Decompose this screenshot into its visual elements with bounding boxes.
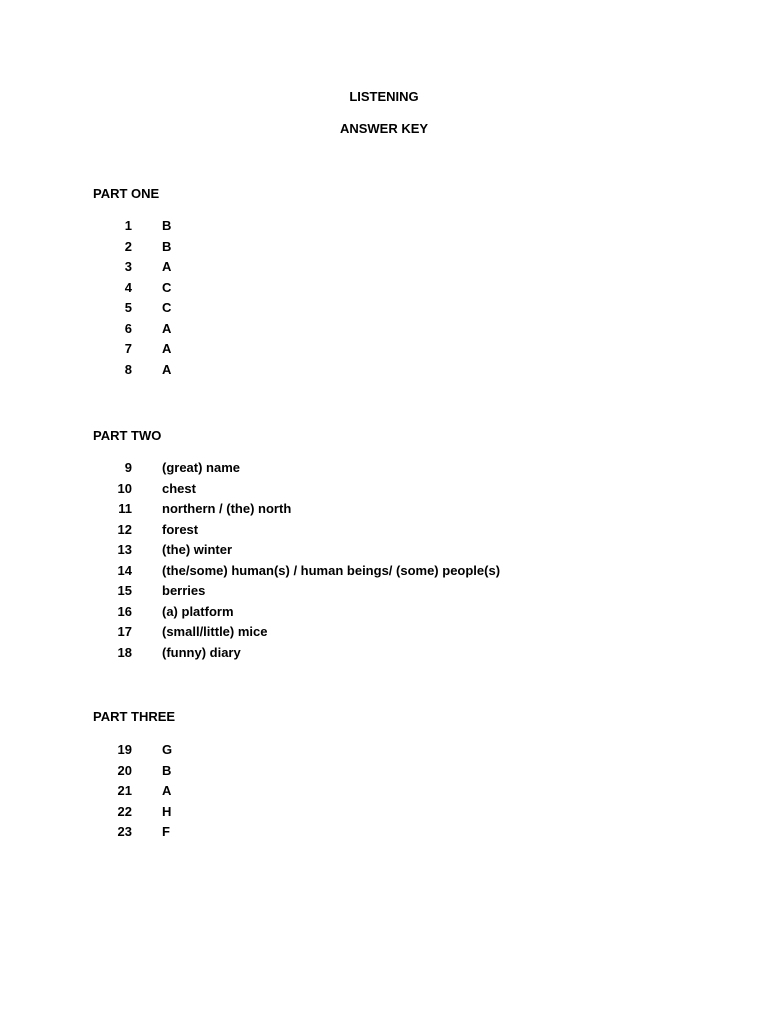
answer-value: (the) winter <box>162 542 233 557</box>
answer-row <box>0 604 768 625</box>
question-number: 8 <box>124 361 132 377</box>
answer-value: (a) platform <box>162 603 234 619</box>
question-number: 9 <box>124 460 132 475</box>
question-number: 10 <box>117 480 132 496</box>
question-number: 7 <box>124 341 132 356</box>
answer-value: A <box>162 259 172 274</box>
answer-row <box>0 742 768 763</box>
answer-value: A <box>162 341 172 356</box>
question-number: 17 <box>117 624 132 639</box>
answer-row <box>0 583 768 604</box>
question-number: 16 <box>117 603 132 619</box>
question-number: 5 <box>124 300 132 315</box>
page-title: LISTENING <box>349 89 419 104</box>
question-number: 22 <box>117 803 132 819</box>
answer-row <box>0 362 768 383</box>
answer-value: (funny) diary <box>162 644 241 660</box>
answer-row <box>0 259 768 280</box>
answer-value: northern / (the) north <box>162 501 292 516</box>
question-number: 3 <box>124 259 132 274</box>
answer-value: H <box>162 803 172 819</box>
answer-value: berries <box>162 583 206 598</box>
answer-row <box>0 280 768 301</box>
answer-row <box>0 824 768 845</box>
answer-row <box>0 763 768 784</box>
answer-value: F <box>162 824 170 839</box>
answer-value: B <box>162 238 172 254</box>
answer-row <box>0 300 768 321</box>
answer-row <box>0 239 768 260</box>
answer-value: G <box>162 742 173 757</box>
answer-value: C <box>162 279 172 295</box>
question-number: 6 <box>124 320 132 336</box>
question-number: 18 <box>117 644 132 660</box>
page-subtitle: ANSWER KEY <box>339 121 429 136</box>
question-number: 4 <box>124 279 132 295</box>
answer-row <box>0 542 768 563</box>
answer-row <box>0 624 768 645</box>
answer-row <box>0 341 768 362</box>
question-number: 11 <box>118 501 132 516</box>
answer-value: forest <box>162 521 199 537</box>
question-number: 20 <box>117 762 132 778</box>
question-number: 12 <box>117 521 132 537</box>
answer-value: A <box>162 783 172 798</box>
answer-value: B <box>162 762 172 778</box>
question-number: 2 <box>124 238 132 254</box>
answer-value: A <box>162 361 172 377</box>
answer-row <box>0 321 768 342</box>
question-number: 21 <box>117 783 132 798</box>
answer-list-part-three <box>0 742 768 845</box>
section-heading-part-one: PART ONE <box>93 186 160 201</box>
question-number: 19 <box>117 742 132 757</box>
answer-value: chest <box>162 480 196 496</box>
answer-row <box>0 481 768 502</box>
question-number: 15 <box>117 583 132 598</box>
answer-value: B <box>162 218 172 233</box>
section-heading-part-two: PART TWO <box>93 428 162 443</box>
answer-row <box>0 563 768 584</box>
answer-row <box>0 522 768 543</box>
question-number: 1 <box>124 218 132 233</box>
answer-value: (great) name <box>162 460 241 475</box>
answer-value: (the/some) human(s) / human beings/ (some) people(s) <box>162 562 501 578</box>
question-number: 14 <box>117 562 132 578</box>
answer-list-part-one <box>0 218 768 382</box>
answer-row <box>0 460 768 481</box>
section-heading-part-three: PART THREE <box>93 709 176 724</box>
answer-list-part-two <box>0 460 768 665</box>
answer-value: C <box>162 300 172 315</box>
answer-value: (small/little) mice <box>162 624 268 639</box>
answer-row <box>0 645 768 666</box>
answer-row <box>0 218 768 239</box>
answer-value: A <box>162 320 172 336</box>
question-number: 13 <box>117 542 132 557</box>
answer-row <box>0 501 768 522</box>
answer-row <box>0 804 768 825</box>
question-number: 23 <box>117 824 132 839</box>
answer-row <box>0 783 768 804</box>
